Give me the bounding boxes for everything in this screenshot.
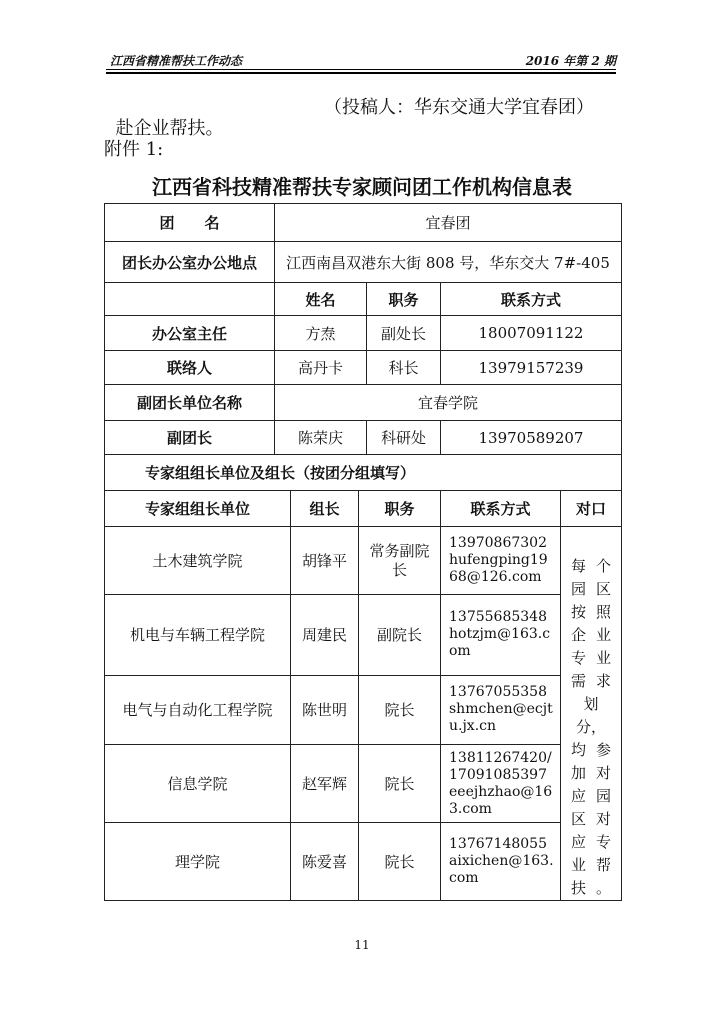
header-leader: 组长 bbox=[291, 491, 359, 527]
org-info-table bbox=[104, 203, 622, 491]
contact: 13767148055 aixichen@163.com bbox=[441, 823, 561, 901]
duikou-char: 业 bbox=[571, 856, 587, 874]
position: 院长 bbox=[359, 744, 441, 823]
deputy-unit-label: 副团长单位名称 bbox=[105, 385, 275, 421]
director-position: 副处长 bbox=[367, 316, 441, 351]
position: 院长 bbox=[359, 823, 441, 901]
team-name-label: 团 名 bbox=[105, 204, 275, 242]
contributor-note: （投稿人：华东交通大学宜春团） bbox=[324, 97, 594, 118]
unit: 机电与车辆工程学院 bbox=[105, 595, 291, 676]
duikou-char: 需 bbox=[571, 672, 587, 690]
leader: 胡锋平 bbox=[291, 527, 359, 595]
duikou-char: 划分， bbox=[575, 695, 606, 736]
duikou-line bbox=[565, 601, 617, 624]
table-row bbox=[105, 823, 622, 901]
running-header bbox=[106, 49, 616, 70]
header-left: 江西省精准帮扶工作动态 bbox=[110, 54, 243, 68]
director-phone: 18007091122 bbox=[441, 316, 622, 351]
deputy-label: 副团长 bbox=[105, 421, 275, 455]
duikou-line bbox=[565, 785, 617, 808]
duikou-char: 求 bbox=[595, 672, 611, 690]
contact: 13811267420/ 17091085397 eeejhzhao@163.com bbox=[441, 744, 561, 823]
liaison-position: 科长 bbox=[367, 351, 441, 385]
duikou-char: 均 bbox=[571, 741, 587, 759]
group-section-title: 专家组组长单位及组长（按团分组填写） bbox=[105, 455, 622, 491]
table-title: 江西省科技精准帮扶专家顾问团工作机构信息表 bbox=[152, 175, 572, 199]
contact: 13755685348 hotzjm@163.com bbox=[441, 595, 561, 676]
office-address-label: 团长办公室办公地点 bbox=[105, 242, 275, 283]
duikou-char: 业 bbox=[595, 626, 611, 644]
duikou-char: 按 bbox=[571, 603, 587, 621]
duikou-char: 加 bbox=[571, 764, 587, 782]
header-position: 职务 bbox=[359, 491, 441, 527]
duikou-note bbox=[561, 527, 622, 901]
unit: 土木建筑学院 bbox=[105, 527, 291, 595]
expert-group-table bbox=[104, 490, 622, 901]
duikou-char: 区 bbox=[571, 810, 587, 828]
director-name: 方焘 bbox=[275, 316, 367, 351]
duikou-line bbox=[565, 808, 617, 831]
page-number: 11 bbox=[354, 938, 370, 952]
contact: 13767055358 shmchen@ecjtu.jx.cn bbox=[441, 675, 561, 744]
duikou-char: 个 bbox=[595, 557, 611, 575]
header-duikou: 对口 bbox=[561, 491, 622, 527]
table-row bbox=[105, 595, 622, 676]
position: 副院长 bbox=[359, 595, 441, 676]
duikou-char: 扶 bbox=[571, 879, 587, 897]
duikou-line bbox=[565, 578, 617, 601]
paragraph-text: 赴企业帮扶。 bbox=[115, 118, 224, 139]
col-position-header: 职务 bbox=[367, 283, 441, 316]
duikou-line bbox=[565, 854, 617, 877]
duikou-char: 。 bbox=[595, 879, 611, 897]
duikou-char: 每 bbox=[571, 557, 587, 575]
liaison-phone: 13979157239 bbox=[441, 351, 622, 385]
duikou-char: 对 bbox=[595, 810, 611, 828]
blank-cell bbox=[105, 283, 275, 316]
team-name: 宜春团 bbox=[275, 204, 622, 242]
duikou-char: 应 bbox=[571, 833, 587, 851]
duikou-char: 园 bbox=[595, 787, 611, 805]
header-unit: 专家组组长单位 bbox=[105, 491, 291, 527]
deputy-name: 陈荣庆 bbox=[275, 421, 367, 455]
leader: 周建民 bbox=[291, 595, 359, 676]
duikou-line bbox=[565, 555, 617, 578]
duikou-line bbox=[565, 693, 617, 739]
director-label: 办公室主任 bbox=[105, 316, 275, 351]
liaison-label: 联络人 bbox=[105, 351, 275, 385]
table-row bbox=[105, 675, 622, 744]
duikou-line bbox=[565, 624, 617, 647]
leader: 陈世明 bbox=[291, 675, 359, 744]
duikou-char: 企 bbox=[571, 626, 587, 644]
duikou-char: 区 bbox=[595, 580, 611, 598]
duikou-line bbox=[565, 670, 617, 693]
duikou-char: 应 bbox=[571, 787, 587, 805]
duikou-line bbox=[565, 739, 617, 762]
duikou-line bbox=[565, 877, 617, 900]
duikou-line bbox=[565, 762, 617, 785]
duikou-char: 业 bbox=[595, 649, 611, 667]
deputy-position: 科研处 bbox=[367, 421, 441, 455]
unit: 理学院 bbox=[105, 823, 291, 901]
position: 院长 bbox=[359, 675, 441, 744]
duikou-char: 对 bbox=[595, 764, 611, 782]
deputy-unit: 宜春学院 bbox=[275, 385, 622, 421]
header-contact: 联系方式 bbox=[441, 491, 561, 527]
duikou-char: 帮 bbox=[595, 856, 611, 874]
col-name-header: 姓名 bbox=[275, 283, 367, 316]
deputy-phone: 13970589207 bbox=[441, 421, 622, 455]
duikou-line bbox=[565, 831, 617, 854]
col-contact-header: 联系方式 bbox=[441, 283, 622, 316]
leader: 陈爱喜 bbox=[291, 823, 359, 901]
duikou-char: 园 bbox=[571, 580, 587, 598]
leader: 赵军辉 bbox=[291, 744, 359, 823]
duikou-char: 专 bbox=[571, 649, 587, 667]
table-row bbox=[105, 527, 622, 595]
office-address: 江西南昌双港东大街 808 号，华东交大 7#-405 bbox=[275, 242, 622, 283]
duikou-line bbox=[565, 647, 617, 670]
header-rule bbox=[106, 72, 616, 74]
attachment-label: 附件 1: bbox=[104, 139, 164, 160]
duikou-char: 照 bbox=[595, 603, 611, 621]
contact: 13970867302 hufengping1968@126.com bbox=[441, 527, 561, 595]
header-right: 2016 年第 2 期 bbox=[525, 54, 616, 68]
table-row bbox=[105, 744, 622, 823]
unit: 电气与自动化工程学院 bbox=[105, 675, 291, 744]
duikou-char: 参 bbox=[595, 741, 611, 759]
duikou-char: 专 bbox=[595, 833, 611, 851]
unit: 信息学院 bbox=[105, 744, 291, 823]
liaison-name: 高丹卡 bbox=[275, 351, 367, 385]
position: 常务副院长 bbox=[359, 527, 441, 595]
